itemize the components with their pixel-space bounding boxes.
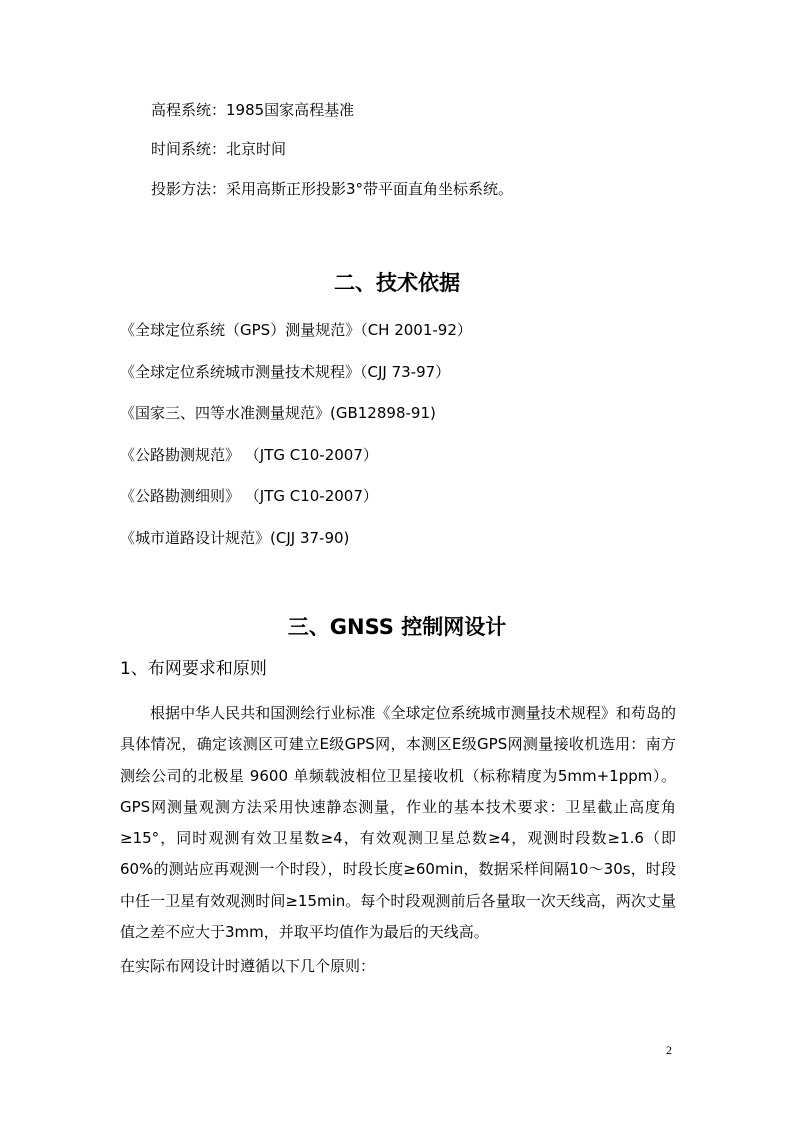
reference-item: 《国家三、四等水准测量规范》(GB12898-91) bbox=[120, 404, 436, 422]
page-number: 2 bbox=[666, 1043, 672, 1057]
subsection-heading-layout-principles: 1、布网要求和原则 bbox=[120, 659, 267, 679]
reference-item: 《全球定位系统城市测量技术规程》（CJJ 73-97） bbox=[120, 363, 451, 381]
reference-item: 《全球定位系统（GPS）测量规范》（CH 2001-92） bbox=[120, 321, 472, 339]
body-paragraph-text: 根据中华人民共和国测绘行业标准《全球定位系统城市测量技术规程》和苟岛的具体情况，确定该测区可建立E级GPS网，本测区E级GPS网测量接收机选用：南方测绘公司的北极星 9600 单频载波相位卫星接收机（标称精度为5mm+1ppm）。GPS网测量观测方法采用快速静态测量，作业的基本技术要求：卫星截止高度角≥15°，同时观测有效卫星数≥4，有效观测卫星总数≥4，观测时段数≥1.6（即60%的测站应再观测一个时段），时段长度≥60min，数据采样间隔10～30s，时段中任一卫星有效观测时间≥15min。每个时段观测前后各量取一次天线高，两次丈量值之差不应大于3mm，并取平均值作为最后的天线高。 bbox=[120, 704, 676, 942]
elevation-system-line: 高程系统：1985国家高程基准 bbox=[151, 101, 355, 119]
time-system-line: 时间系统：北京时间 bbox=[151, 140, 287, 158]
reference-item: 《城市道路设计规范》(CJJ 37-90) bbox=[120, 529, 350, 547]
projection-method-line: 投影方法：采用高斯正形投影3°带平面直角坐标系统。 bbox=[151, 180, 514, 198]
reference-item: 《公路勘测规范》 （JTG C10-2007） bbox=[120, 446, 378, 464]
body-paragraph bbox=[120, 698, 676, 948]
closing-line: 在实际布网设计时遵循以下几个原则： bbox=[120, 957, 376, 975]
reference-item: 《公路勘测细则》 （JTG C10-2007） bbox=[120, 487, 378, 505]
section-heading-technical-basis: 二、技术依据 bbox=[334, 271, 460, 295]
section-heading-gnss-design: 三、GNSS 控制网设计 bbox=[287, 615, 507, 639]
